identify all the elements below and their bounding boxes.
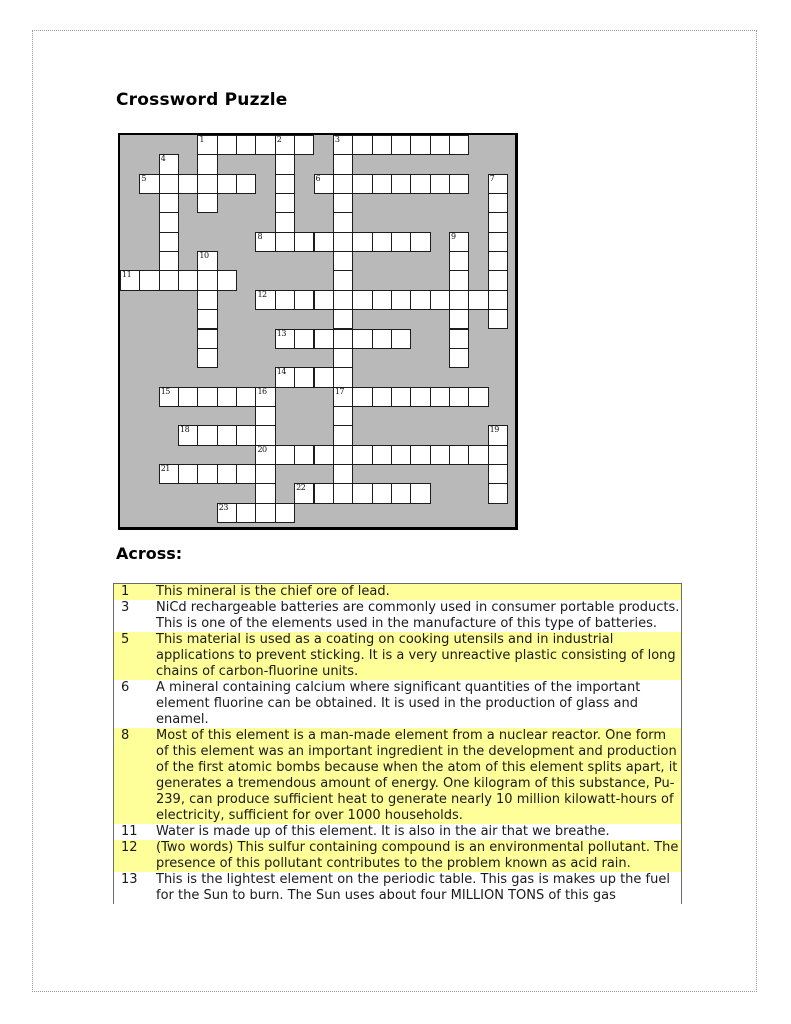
clue-row	[114, 584, 681, 600]
grid-cell	[217, 174, 237, 194]
grid-cell	[159, 174, 179, 194]
grid-cell-number: 7	[489, 173, 495, 183]
grid-cell	[449, 445, 469, 465]
clue-row	[114, 728, 681, 824]
grid-cell	[410, 290, 430, 310]
grid-cell	[449, 290, 469, 310]
grid-cell	[275, 212, 295, 232]
grid-cell	[255, 232, 275, 252]
grid-cell	[255, 406, 275, 426]
grid-cell	[352, 445, 372, 465]
clue-row	[114, 840, 681, 872]
clue-number: 1	[121, 584, 130, 599]
clue-number: 3	[121, 600, 130, 615]
grid-cell	[197, 425, 217, 445]
grid-cell	[333, 348, 353, 368]
grid-cell	[333, 406, 353, 426]
grid-cell	[333, 135, 353, 155]
grid-cell	[488, 232, 508, 252]
clue-number: 11	[121, 824, 138, 839]
grid-cell	[178, 270, 198, 290]
grid-cell	[178, 387, 198, 407]
grid-cell	[236, 174, 256, 194]
grid-cell	[275, 445, 295, 465]
grid-cell-number: 16	[257, 386, 267, 396]
grid-cell	[197, 154, 217, 174]
grid-cell	[333, 174, 353, 194]
grid-cell-number: 18	[180, 425, 190, 435]
grid-cell	[159, 464, 179, 484]
grid-cell	[255, 445, 275, 465]
grid-cell	[488, 445, 508, 465]
clue-number: 8	[121, 728, 130, 743]
grid-cell-number: 9	[450, 231, 456, 241]
grid-cell	[314, 367, 334, 387]
grid-cell-number: 10	[199, 251, 209, 261]
grid-cell	[488, 464, 508, 484]
grid-cell	[488, 483, 508, 503]
grid-cell	[372, 232, 392, 252]
grid-cell	[488, 425, 508, 445]
grid-cell	[178, 464, 198, 484]
clue-number: 5	[121, 632, 130, 647]
grid-cell	[139, 174, 159, 194]
grid-cell	[236, 464, 256, 484]
grid-cell-number: 23	[218, 502, 228, 512]
grid-cell-number: 13	[276, 328, 286, 338]
grid-cell	[449, 329, 469, 349]
grid-cell	[372, 135, 392, 155]
crossword-grid	[118, 133, 518, 530]
grid-cell	[197, 135, 217, 155]
grid-cell	[159, 387, 179, 407]
grid-cell	[333, 464, 353, 484]
grid-cell	[391, 135, 411, 155]
grid-cell	[352, 290, 372, 310]
grid-cell	[352, 387, 372, 407]
grid-cell	[197, 290, 217, 310]
grid-cell	[197, 387, 217, 407]
grid-cell	[352, 174, 372, 194]
grid-cell	[197, 309, 217, 329]
grid-cell	[430, 174, 450, 194]
grid-cell	[391, 445, 411, 465]
grid-cell	[255, 135, 275, 155]
grid-cell	[449, 348, 469, 368]
grid-cell	[333, 483, 353, 503]
grid-cell	[391, 232, 411, 252]
grid-cell	[410, 387, 430, 407]
grid-cell	[391, 174, 411, 194]
grid-cell-number: 11	[122, 270, 132, 280]
grid-cell	[255, 290, 275, 310]
clue-row	[114, 600, 681, 632]
clue-text: Water is made up of this element. It is also in the air that we breathe.	[156, 824, 610, 839]
grid-cell	[333, 445, 353, 465]
grid-cell	[159, 154, 179, 174]
clue-text: (Two words) This sulfur containing compound is an environmental pollutant. The presence of this pollutant contributes to the problem known as acid rain.	[156, 840, 679, 871]
grid-cell	[488, 212, 508, 232]
grid-cell	[275, 503, 295, 523]
grid-cell	[333, 367, 353, 387]
grid-cell	[197, 348, 217, 368]
grid-cell	[197, 270, 217, 290]
clue-text: A mineral containing calcium where significant quantities of the important element fluorine can be obtained. It is used in the production of glass and enamel.	[156, 680, 641, 727]
grid-cell	[255, 387, 275, 407]
grid-cell	[314, 290, 334, 310]
across-clue-table	[113, 583, 682, 904]
grid-cell	[159, 270, 179, 290]
grid-cell	[352, 232, 372, 252]
grid-cell	[255, 483, 275, 503]
grid-cell	[430, 135, 450, 155]
grid-cell	[449, 232, 469, 252]
grid-cell	[333, 329, 353, 349]
clue-number: 12	[121, 840, 138, 855]
grid-cell	[236, 425, 256, 445]
grid-cell	[333, 387, 353, 407]
grid-cell	[159, 251, 179, 271]
grid-cell	[275, 232, 295, 252]
grid-cell	[352, 135, 372, 155]
clue-row	[114, 632, 681, 680]
grid-cell	[275, 135, 295, 155]
grid-cell-number: 2	[276, 135, 282, 144]
grid-cell	[372, 445, 392, 465]
grid-cell	[197, 174, 217, 194]
grid-cell	[333, 251, 353, 271]
grid-cell	[236, 135, 256, 155]
grid-cell-number: 8	[257, 231, 263, 241]
grid-cell	[333, 232, 353, 252]
grid-cell	[120, 270, 140, 290]
grid-cell	[391, 483, 411, 503]
grid-cell-number: 1	[199, 135, 204, 144]
grid-cell	[410, 232, 430, 252]
grid-cell	[197, 464, 217, 484]
grid-cell	[314, 329, 334, 349]
grid-cell	[294, 290, 314, 310]
grid-cell	[236, 503, 256, 523]
grid-cell	[410, 135, 430, 155]
clue-text: Most of this element is a man-made element from a nuclear reactor. One form of this element was an important ingredient in the development and production of the first atomic bombs because when the atom of this element splits apart, it generates a tremendous amount of energy. One kilogram of this substance, Pu-239, can produce sufficient heat to generate nearly 10 million kilowatt-hours of electricity, sufficient for over 1000 households.	[156, 728, 678, 823]
grid-cell	[430, 445, 450, 465]
grid-cell	[488, 309, 508, 329]
grid-cell	[488, 174, 508, 194]
grid-cell	[314, 174, 334, 194]
grid-cell	[449, 387, 469, 407]
grid-cell	[255, 425, 275, 445]
clue-text: This mineral is the chief ore of lead.	[156, 584, 390, 599]
clue-text: This is the lightest element on the periodic table. This gas is makes up the fuel for the Sun to burn. The Sun uses about four MILLION TONS of this gas	[156, 872, 670, 903]
grid-cell	[217, 135, 237, 155]
grid-cell-number: 3	[334, 135, 340, 144]
grid-cell	[294, 445, 314, 465]
grid-cell	[410, 483, 430, 503]
grid-cell	[333, 270, 353, 290]
clue-row	[114, 824, 681, 840]
grid-cell	[449, 251, 469, 271]
clue-number: 13	[121, 872, 138, 887]
grid-cell	[197, 329, 217, 349]
grid-cell-number: 15	[160, 386, 170, 396]
grid-cell-number: 5	[141, 173, 146, 183]
clue-text: This material is used as a coating on cooking utensils and in industrial applications to prevent sticking. It is a very unreactive plastic consisting of long chains of carbon-fluorine units.	[156, 632, 676, 679]
across-heading: Across:	[116, 544, 183, 563]
grid-cell	[255, 503, 275, 523]
grid-cell	[236, 387, 256, 407]
grid-cell	[468, 445, 488, 465]
grid-cell	[391, 290, 411, 310]
grid-cell	[294, 329, 314, 349]
grid-cell	[197, 251, 217, 271]
page-title: Crossword Puzzle	[116, 90, 288, 110]
grid-cell	[352, 483, 372, 503]
clue-number: 6	[121, 680, 130, 695]
grid-cell	[333, 290, 353, 310]
grid-cell	[217, 464, 237, 484]
grid-cell	[217, 270, 237, 290]
grid-cell	[410, 174, 430, 194]
grid-cell	[275, 367, 295, 387]
grid-cell	[372, 174, 392, 194]
grid-cell	[372, 483, 392, 503]
grid-cell	[294, 135, 314, 155]
grid-cell	[294, 483, 314, 503]
grid-cell	[449, 135, 469, 155]
grid-cell	[197, 193, 217, 213]
grid-cell	[488, 270, 508, 290]
grid-cell-number: 22	[296, 483, 306, 493]
grid-cell-number: 17	[334, 386, 345, 396]
grid-cell	[391, 329, 411, 349]
grid-cell	[217, 503, 237, 523]
grid-cell	[372, 387, 392, 407]
grid-cell-number: 19	[489, 425, 499, 435]
grid-cell-number: 6	[315, 173, 321, 183]
grid-cell	[275, 193, 295, 213]
grid-cell	[217, 425, 237, 445]
grid-cell	[333, 425, 353, 445]
clue-row	[114, 872, 681, 904]
grid-cell	[294, 232, 314, 252]
grid-cell	[314, 232, 334, 252]
grid-cell	[159, 232, 179, 252]
grid-cell	[275, 290, 295, 310]
grid-cell	[314, 483, 334, 503]
grid-cell	[159, 193, 179, 213]
grid-cell	[352, 329, 372, 349]
grid-cell-number: 20	[257, 444, 267, 454]
grid-cell	[333, 193, 353, 213]
grid-cell	[294, 367, 314, 387]
grid-cell	[488, 290, 508, 310]
grid-cell	[372, 329, 392, 349]
grid-cell	[391, 387, 411, 407]
grid-cell	[333, 154, 353, 174]
grid-cell	[488, 193, 508, 213]
grid-cell	[449, 174, 469, 194]
grid-cell	[372, 290, 392, 310]
grid-cell	[139, 270, 159, 290]
grid-cell	[410, 445, 430, 465]
grid-cell-number: 4	[160, 154, 166, 164]
grid-cell	[314, 445, 334, 465]
grid-cell	[449, 309, 469, 329]
grid-cell	[255, 464, 275, 484]
grid-cell	[449, 270, 469, 290]
grid-cell	[333, 212, 353, 232]
grid-cell-number: 14	[276, 367, 286, 377]
grid-cell	[468, 290, 488, 310]
grid-cell	[275, 154, 295, 174]
grid-cell	[333, 309, 353, 329]
grid-cell-number: 21	[160, 463, 170, 473]
grid-cell	[275, 329, 295, 349]
clue-row	[114, 680, 681, 728]
grid-cell	[178, 425, 198, 445]
grid-cell	[275, 174, 295, 194]
clue-text: NiCd rechargeable batteries are commonly used in consumer portable products. This is one of the elements used in the manufacture of this type of batteries.	[156, 600, 680, 631]
grid-cell	[468, 387, 488, 407]
grid-cell	[178, 174, 198, 194]
grid-cell	[488, 251, 508, 271]
grid-cell	[430, 290, 450, 310]
grid-cell-number: 12	[257, 289, 267, 299]
grid-cell	[159, 212, 179, 232]
grid-cell	[217, 387, 237, 407]
grid-cell	[430, 387, 450, 407]
